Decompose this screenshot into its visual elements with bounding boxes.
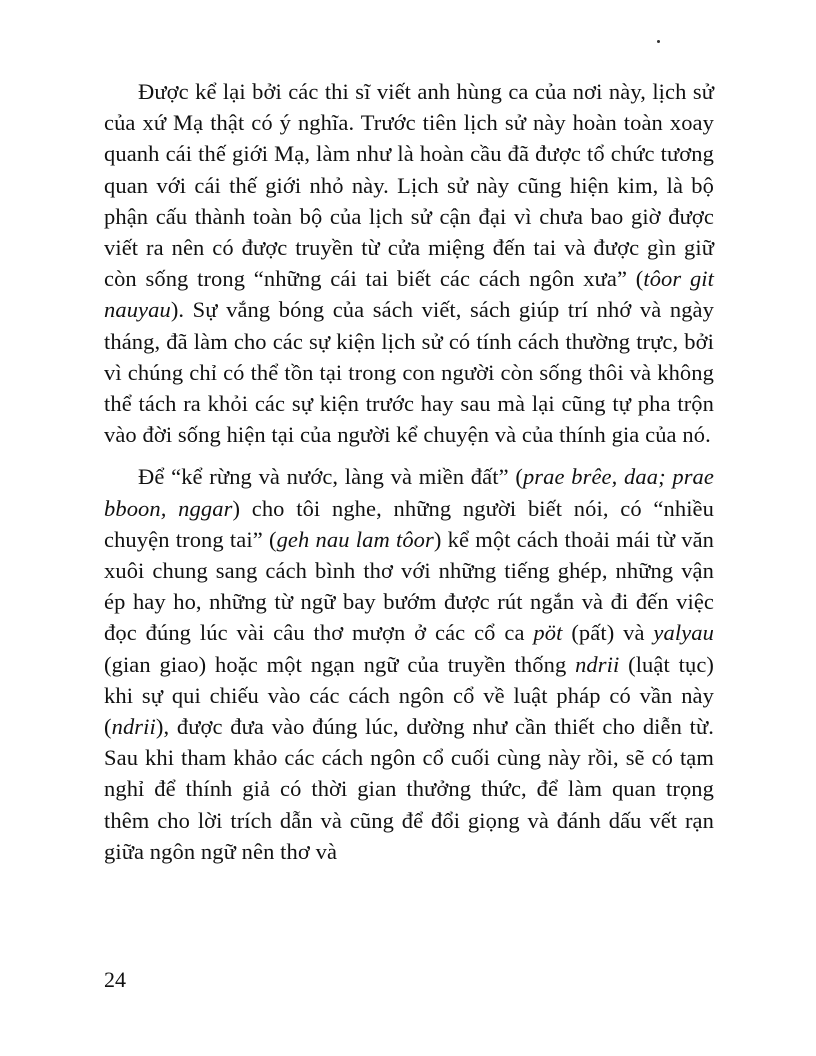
- text-run: (pất) và: [562, 620, 654, 646]
- text-run: ) kể một cách thoải mái từ văn xuôi chung sang cách bình thơ với những tiếng ghép, những vận ép hay ho, những từ ngữ bay bướm được rút ngắn và đi đến việc đọc đúng lúc vài câu thơ mượn ở các cổ ca: [104, 526, 715, 646]
- italic-term: tôor git nauyau: [104, 266, 715, 323]
- text-run: (luật tục) khi sự qui chiếu vào các cách ngôn cổ về luật pháp có vần này (: [104, 651, 714, 740]
- italic-term: yalyau: [653, 620, 714, 646]
- paragraph-2: [104, 461, 714, 867]
- text-run: (gian giao) hoặc một ngạn ngữ của truyền thống: [104, 651, 576, 677]
- italic-term: ndrii: [111, 714, 156, 740]
- body-text: [104, 76, 714, 867]
- italic-term: pöt: [533, 620, 563, 646]
- text-run: ) cho tôi nghe, những người biết nói, có “nhiều chuyện trong tai” (: [104, 495, 714, 552]
- ink-speck: [657, 40, 660, 43]
- text-run: ), được đưa vào đúng lúc, dường như cần thiết cho diễn từ. Sau khi tham khảo các cách ngôn cổ cuối cùng này rồi, sẽ có tạm nghỉ để thính giả có thời gian thưởng thức, để làm quan trọng thêm cho lời trích dẫn và cũng để đổi giọng và đánh dấu vết rạn giữa ngôn ngữ nên thơ và: [104, 714, 714, 864]
- paragraph-1: [104, 76, 714, 450]
- text-run: Để “kể rừng và nước, làng và miền đất” (: [138, 464, 523, 490]
- text-run: Được kể lại bởi các thi sĩ viết anh hùng ca của nơi này, lịch sử của xứ Mạ thật có ý nghĩa. Trước tiên lịch sử này hoàn toàn xoay quanh cái thế giới Mạ, làm như là hoàn cầu đã được tổ chức tương quan với cái thế giới nhỏ này. Lịch sử này cũng hiện kim, là bộ phận cấu thành toàn bộ của lịch sử cận đại vì chưa bao giờ được viết ra nên có được truyền từ cửa miệng đến tai và được gìn giữ còn sống trong “những cái tai biết các cách ngôn xưa” (: [104, 79, 714, 292]
- italic-term: geh nau lam tôor: [276, 526, 434, 552]
- italic-term: ndrii: [575, 651, 620, 677]
- italic-term: prae brêe, daa; prae bboon, nggar: [104, 464, 714, 521]
- page-number: 24: [104, 967, 126, 992]
- text-run: ). Sự vắng bóng của sách viết, sách giúp trí nhớ và ngày tháng, đã làm cho các sự kiện lịch sử có tính cách thường trực, bởi vì chúng chỉ có thể tồn tại trong con người còn sống thôi và không thể tách ra khỏi các sự kiện trước hay sau mà lại cũng tự pha trộn vào đời sống hiện tại của người kể chuyện và của thính gia của nó.: [104, 297, 714, 448]
